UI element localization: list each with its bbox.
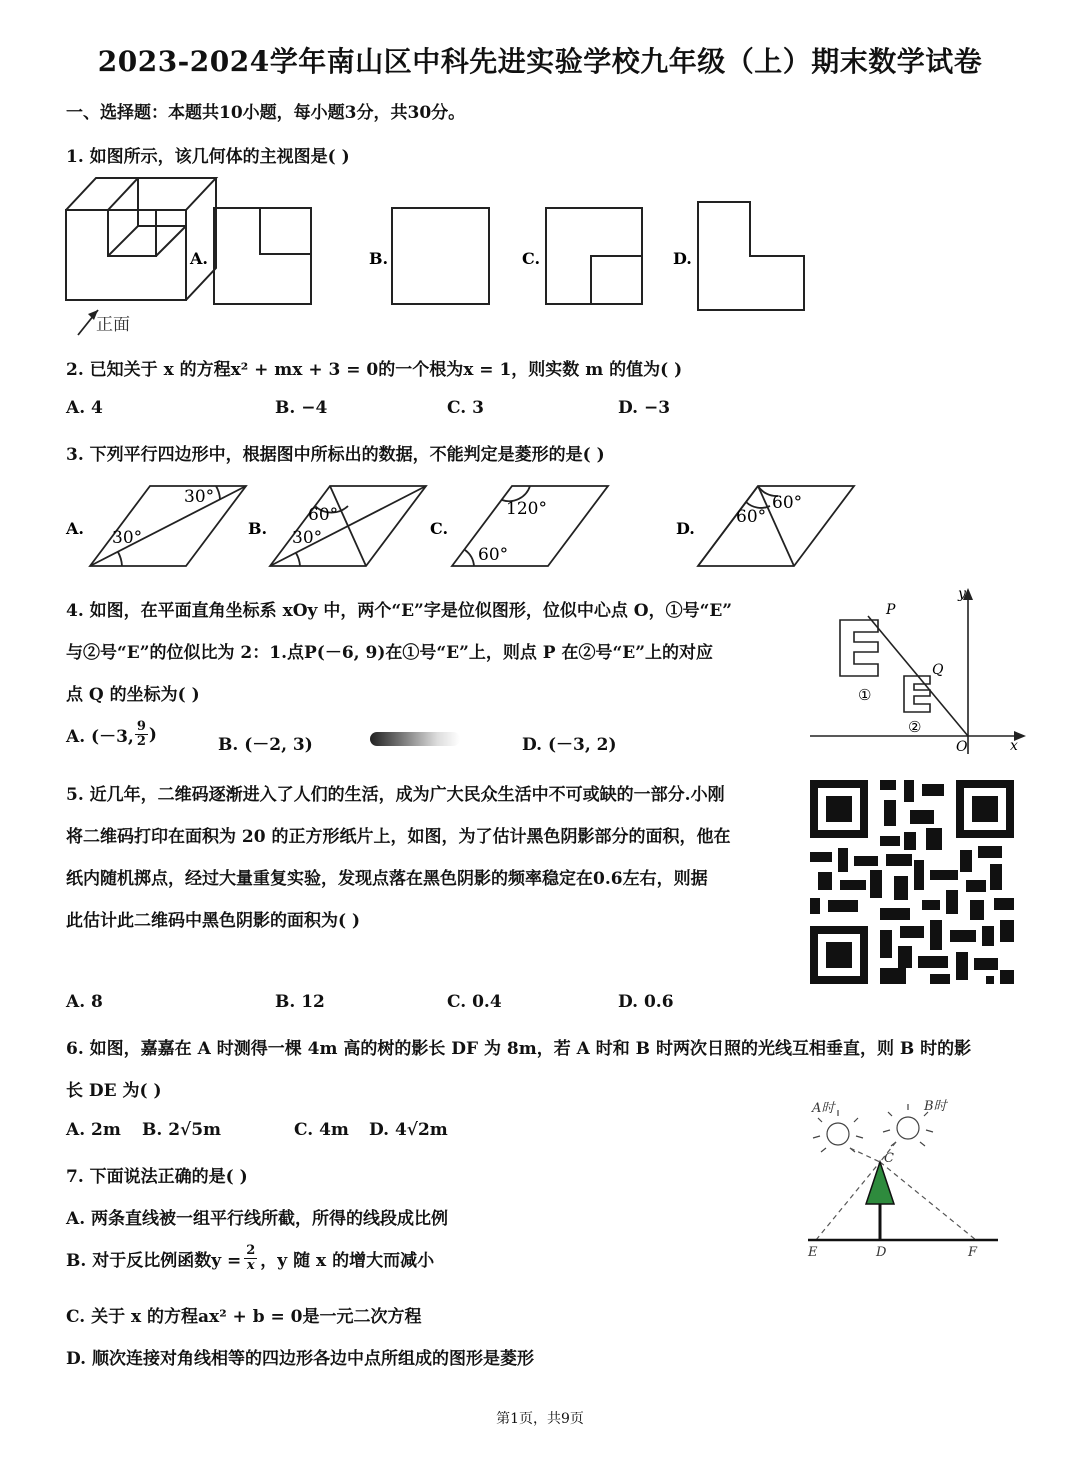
q5-option-c: C. 0.4 bbox=[447, 992, 502, 1012]
question-6-line: 6. 如图，嘉嘉在 A 时测得一棵 4m 高的树的影长 DF 为 8m，若 A 时和 B 时两次日照的光线互相垂直，则 B 时的影 bbox=[66, 1039, 972, 1059]
page-footer: 第1页，共9页 bbox=[496, 1411, 584, 1427]
q2-option-b: B. −4 bbox=[275, 398, 328, 418]
section-heading: 一、选择题：本题共10小题，每小题3分，共30分。 bbox=[66, 103, 466, 123]
origin-label: O bbox=[956, 739, 968, 755]
q3-option-b: B. bbox=[248, 519, 268, 538]
angle-label: 60° bbox=[736, 507, 767, 527]
point-q-label: Q bbox=[932, 662, 944, 678]
time-b-label: B时 bbox=[924, 1099, 947, 1114]
q6-option-b: B. 2√5m bbox=[142, 1120, 222, 1140]
figure-label-2: ② bbox=[908, 718, 922, 736]
q2-option-a: A. 4 bbox=[66, 398, 103, 418]
angle-label: 60° bbox=[308, 505, 339, 525]
figure-label-1: ① bbox=[858, 686, 872, 704]
point-c-label: C bbox=[884, 1151, 894, 1166]
angle-label: 60° bbox=[772, 493, 803, 513]
time-a-label: A时 bbox=[812, 1101, 835, 1116]
angle-label: 60° bbox=[478, 545, 509, 565]
q7-option-b: B. 对于反比例函数y = $\frac{2}{x}$ ，y 随 x 的增大而减小 bbox=[66, 1243, 435, 1273]
y-axis-label: y bbox=[958, 586, 966, 602]
question-6-figure bbox=[800, 1092, 1006, 1262]
point-p-label: P bbox=[886, 602, 896, 618]
question-5-line: 纸内随机掷点，经过大量重复实验，发现点落在黑色阴影的频率稳定在0.6左右，则据 bbox=[66, 869, 708, 889]
question-5-line: 将二维码打印在面积为 20 的正方形纸片上，如图，为了估计黑色阴影部分的面积，他在 bbox=[66, 827, 731, 847]
q1-option-d: D. bbox=[673, 249, 692, 268]
q1-option-c: C. bbox=[522, 249, 541, 268]
point-d-label: D bbox=[876, 1245, 887, 1260]
question-6-line: 长 DE 为( ) bbox=[66, 1081, 162, 1101]
question-7-stem: 7. 下面说法正确的是( ) bbox=[66, 1167, 248, 1187]
q6-option-a: A. 2m bbox=[66, 1120, 121, 1140]
question-3-figure bbox=[60, 476, 860, 576]
question-5-line: 此估计此二维码中黑色阴影的面积为( ) bbox=[66, 911, 361, 931]
q3-option-d: D. bbox=[676, 519, 695, 538]
page-title: 2023-2024学年南山区中科先进实验学校九年级（上）期末数学试卷 bbox=[97, 45, 983, 78]
qr-code-image bbox=[810, 780, 1014, 984]
q4-option-d: D. (－3, 2) bbox=[522, 735, 617, 755]
q3-option-a: A. bbox=[66, 519, 84, 538]
fraction: 9 2 bbox=[136, 719, 146, 749]
question-4-line: 点 Q 的坐标为( ) bbox=[66, 685, 200, 705]
q6-option-d: D. 4√2m bbox=[369, 1120, 448, 1140]
angle-label: 30° bbox=[112, 528, 143, 548]
point-f-label: F bbox=[968, 1245, 978, 1260]
q2-option-c: C. 3 bbox=[447, 398, 484, 418]
question-1-stem: 1. 如图所示，该几何体的主视图是( ) bbox=[66, 147, 350, 167]
question-2-stem: 2. 已知关于 x 的方程x² + mx + 3 = 0的一个根为x = 1，则实数 m 的值为( ) bbox=[66, 360, 683, 380]
q1-option-b: B. bbox=[369, 249, 389, 268]
point-e-label: E bbox=[808, 1245, 818, 1260]
q5-option-d: D. 0.6 bbox=[618, 992, 674, 1012]
question-5-line: 5. 近几年，二维码逐渐进入了人们的生活，成为广大民众生活中不可或缺的一部分.小刚 bbox=[66, 785, 725, 805]
question-4-line: 与②号“E”的位似比为 2：1.点P(－6, 9)在①号“E”上，则点 P 在②号“E”上的对应 bbox=[66, 643, 714, 663]
q4-option-a: A. (－3, 9 2 ) bbox=[66, 719, 157, 749]
question-3-stem: 3. 下列平行四边形中，根据图中所标出的数据，不能判定是菱形的是( ) bbox=[66, 445, 605, 465]
front-label: 正面 bbox=[96, 315, 130, 335]
q7-option-d: D. 顺次连接对角线相等的四边形各边中点所组成的图形是菱形 bbox=[66, 1349, 534, 1369]
x-axis-label: x bbox=[1010, 738, 1018, 754]
q2-option-d: D. −3 bbox=[618, 398, 671, 418]
angle-label: 120° bbox=[506, 499, 547, 519]
q1-option-a: A. bbox=[190, 249, 208, 268]
q5-option-a: A. 8 bbox=[66, 992, 103, 1012]
question-1-figure bbox=[60, 170, 820, 340]
angle-label: 30° bbox=[292, 528, 323, 548]
q7-option-c: C. 关于 x 的方程ax² + b = 0是一元二次方程 bbox=[66, 1307, 422, 1327]
q5-option-b: B. 12 bbox=[275, 992, 325, 1012]
question-4-line: 4. 如图，在平面直角坐标系 xOy 中，两个“E”字是位似图形，位似中心点 O，①号“E” bbox=[66, 601, 733, 621]
obscured-option-c bbox=[370, 732, 460, 746]
fraction: $\frac{2}{x}$ bbox=[246, 1243, 256, 1273]
q4-option-b: B. (－2, 3) bbox=[218, 735, 313, 755]
q7-option-a: A. 两条直线被一组平行线所截，所得的线段成比例 bbox=[66, 1209, 449, 1229]
question-4-figure bbox=[808, 586, 1030, 758]
q3-option-c: C. bbox=[430, 519, 449, 538]
q6-option-c: C. 4m bbox=[294, 1120, 349, 1140]
angle-label: 30° bbox=[184, 487, 215, 507]
